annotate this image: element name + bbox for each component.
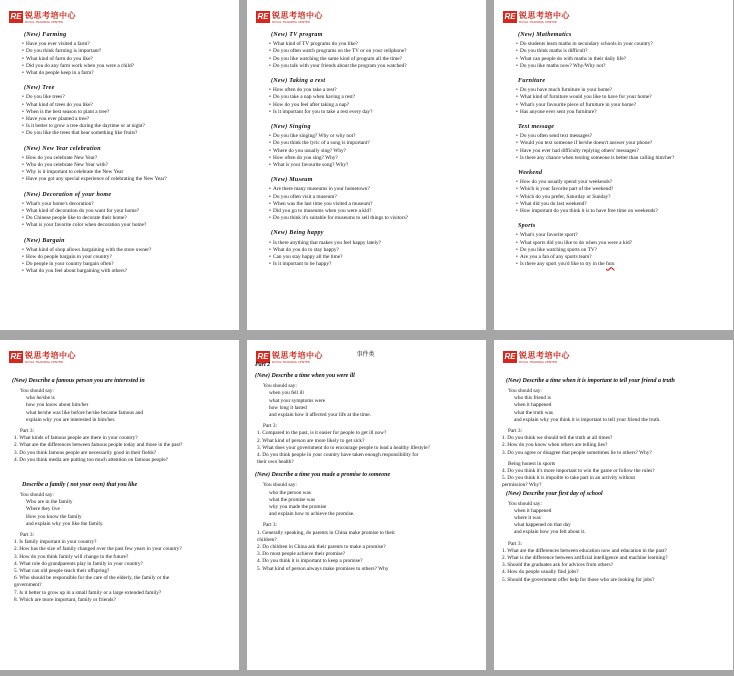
question-item: • Are there many museums in your hometown? <box>269 186 476 193</box>
part3-question: 2. What is the difference between artificial intelligence and machine learning? <box>502 555 668 562</box>
question-item: • Do you often watch programs on the TV or on your cellphone? <box>269 48 476 55</box>
logo-name-cn: 锐思考培中心 <box>519 351 570 360</box>
logo-name-en: ROYAL TRAINING CENTER <box>519 20 557 24</box>
question-item: • When was the last time you visited a museum? <box>269 201 476 208</box>
cue-point: what happened on that day <box>514 522 571 529</box>
question-item: • Where do you usually sing? Why? <box>269 148 476 155</box>
cue-point: How you know the family <box>26 513 82 520</box>
part3-question: 1. Do you think we should tell the truth at all times? <box>502 435 613 442</box>
cue-point: what he/she was like before he/she became famous and <box>26 409 144 416</box>
logo-name-cn: 锐思考培中心 <box>25 351 76 360</box>
part3-question: 2. Do children in China ask their parents to make a promise? <box>257 544 386 551</box>
topic-body <box>255 383 476 466</box>
topic-title: (New) Describe a time when you were ill <box>255 373 355 380</box>
question-item: • Do you like singing? Why or why not? <box>269 133 476 140</box>
question-item: • How often do you take a rest? <box>269 87 476 94</box>
cue-point: Who are in the family <box>26 499 73 506</box>
part3-question: 5. Should the government offer help for those who are looking for jobs? <box>502 576 655 583</box>
part3-question: 1. Compared to the past, is it easier for people to get ill now? <box>257 430 387 437</box>
document-page-6 <box>494 340 733 670</box>
document-page-4 <box>0 340 239 670</box>
question-item: • Which is your favorite part of the weekend? <box>516 186 723 193</box>
question-item: • What did you do last weekend? <box>516 201 723 208</box>
question-item: • Which do you prefer, Saturday or Sunday? <box>516 194 723 201</box>
document-page-3 <box>494 0 733 330</box>
section-title: Weekend <box>518 170 543 177</box>
question-item: • What do you do to stay happy? <box>269 247 476 254</box>
part3-questions <box>255 530 476 573</box>
page-2-content <box>269 32 476 268</box>
question-item: • What is your favourite song? Why? <box>269 162 476 169</box>
question-item: • How do you celebrate New Year? <box>22 155 229 162</box>
question-item: • Did you do any farm work when you were a child? <box>22 63 229 70</box>
page-6-content <box>500 374 723 584</box>
cue-point: and explain why you think it is important to tell your friend the truth. <box>514 416 661 423</box>
category-heading: 事件类 <box>356 352 375 358</box>
cue-point: where it was <box>514 515 541 522</box>
logo-mark: RE <box>504 352 516 361</box>
part3-question: 4. How do people usually find jobs? <box>502 569 579 576</box>
logo-name-en: ROYAL TRAINING CENTER <box>272 360 310 364</box>
cue-point: why you made the promise <box>269 504 327 511</box>
question-item: • Did you go to museums when you were a kid? <box>269 208 476 215</box>
section-title: (New) Farming <box>24 32 67 38</box>
question-item: • What do you feel about bargaining with others? <box>22 268 229 275</box>
question-item: • Do you often send text messages? <box>516 133 723 140</box>
section-title: (New) Mathematics <box>518 32 572 38</box>
question-list <box>22 41 229 77</box>
part3-question: 3. What does your government do to encourage people to lead a healthy lifestyle? <box>257 444 430 451</box>
question-item: • Do you talk with your friends about the program you watched? <box>269 63 476 70</box>
question-item: • What's your home's decoration? <box>22 201 229 208</box>
section-title: (New) Bargain <box>24 237 65 244</box>
question-item: • Do you think maths is difficult? <box>516 48 723 55</box>
part3-question: 5. Do you think it is impolite to take part in an activity without <box>502 475 635 482</box>
question-item: • How do you feel after taking a nap? <box>269 102 476 109</box>
part3-questions <box>500 548 723 584</box>
topic-title: (New) Describe your first day of school <box>506 490 603 497</box>
question-item: • Can you stay happy all the time? <box>269 254 476 261</box>
topic-title: (New) Describe a famous person you are interested in <box>12 378 145 384</box>
part3-question: 3. Do you think famous people are necessarily good in their fields? <box>14 449 157 456</box>
question-item: • What do people keep in a farm? <box>22 70 229 77</box>
part3-question: 3. Do most people achieve their promise? <box>257 551 346 558</box>
part3-questions <box>500 435 723 457</box>
question-item: • Do you have much furniture in your home? <box>516 87 723 94</box>
part-label: Part 2 <box>255 362 271 369</box>
question-item: • Is it important to be happy? <box>269 261 476 268</box>
cue-point: and explain how you felt about it. <box>514 529 586 536</box>
document-page-2 <box>247 0 486 330</box>
logo-name-en: ROYAL TRAINING CENTER <box>25 20 63 24</box>
question-text-tail: futu <box>605 261 615 268</box>
brand-logo <box>256 11 323 24</box>
question-item: • Do you think farming is important? <box>22 48 229 55</box>
question-item: • What is your favorite color when decoration your home? <box>22 222 229 229</box>
question-item: • Have you got any special experience of celebrating the New Year? <box>22 176 229 183</box>
section-title: (New) Museum <box>271 177 313 184</box>
brand-logo <box>503 351 570 364</box>
question-item: • Do you think the lyric of a song is important? <box>269 140 476 147</box>
question-item: • Do students learn maths in secondary schools in your country? <box>516 41 723 48</box>
part3-question: 3. Do you agree or disagree that people sometimes lie to others? Why? <box>502 449 652 456</box>
question-list <box>269 240 476 269</box>
question-item: • Do people in your country bargain often? <box>22 261 229 268</box>
part3-question: 4. Do you think media are putting too much attention on famous people? <box>14 456 169 463</box>
part3-question: 4. Do you think it's more important to win the game or follow the rules? <box>502 468 655 475</box>
brand-logo <box>9 351 76 364</box>
part3-question: 3. How do you think family will change in the future? <box>14 553 129 560</box>
section-title: (New) New Year celebration <box>24 145 101 152</box>
part3-questions <box>12 539 229 604</box>
section-title: (New) Decoration of your home <box>24 191 112 198</box>
question-item: • Do you like the trees that bear something like fruits? <box>22 130 229 137</box>
question-item: • Is it important for you to take a rest every day? <box>269 109 476 116</box>
cue-point: and explain why you like the family. <box>26 520 104 527</box>
question-item: • Have you ever planted a tree? <box>22 116 229 123</box>
brand-logo <box>9 11 76 24</box>
question-item: • What kind of farm do you like? <box>22 56 229 63</box>
cue-point: what your symptoms were <box>269 397 326 404</box>
part3-label: Part 3: <box>20 428 34 435</box>
logo-name-cn: 锐思考培中心 <box>25 11 76 20</box>
question-item: • Do you like trees? <box>22 94 229 101</box>
cue-point: and explain how to achieve the promise. <box>269 511 355 518</box>
question-item: • What kind of shop allows bargaining with the store owner? <box>22 247 229 254</box>
page-5-content <box>255 352 476 573</box>
part3-question: 1. What are the differences between education now and education in the past? <box>502 547 667 554</box>
question-list <box>22 155 229 184</box>
part3-questions <box>12 435 229 464</box>
part3-question: 1. Is family important in your country? <box>14 539 97 546</box>
section-title: (New) TV program <box>271 32 323 38</box>
should-say-label: You should say: <box>263 482 297 489</box>
logo-name-cn: 锐思考培中心 <box>272 11 323 20</box>
document-page-5 <box>247 340 486 670</box>
subheading: Being honest in sports <box>508 460 556 467</box>
question-item: • What kind of furniture would you like to have for your home? <box>516 94 723 101</box>
question-item: • Why is it important to celebrate the New Year <box>22 169 229 176</box>
page-3-content <box>516 32 723 268</box>
cue-point: explain why you are interested in him/her. <box>26 416 116 423</box>
page-1-content <box>22 32 229 276</box>
question-item: • Do Chinese people like to decorate their home? <box>22 215 229 222</box>
section-title: (New) Taking a rest <box>271 78 326 85</box>
cue-point: Where they live <box>26 506 60 513</box>
topic-body <box>500 501 723 584</box>
question-list <box>516 179 723 215</box>
cue-point: how long it lasted <box>269 404 307 411</box>
section-title: (New) Being happy <box>271 230 324 237</box>
question-item: • What's your favorite sport? <box>516 232 723 239</box>
should-say-label: You should say: <box>20 388 54 394</box>
part3-question: 4. Do you think it is important to keep a promise? <box>257 558 363 565</box>
part3-question: 2. How has the size of family changed over the past few years in your country? <box>14 546 182 553</box>
question-item: • Is it better to grow a tree during the daytime or at night? <box>22 123 229 130</box>
question-list <box>269 41 476 70</box>
should-say-label: You should say: <box>20 492 54 499</box>
question-item: • Do you think it's suitable for museums to sell things to visitors? <box>269 215 476 222</box>
part3-label: Part 3: <box>508 428 522 435</box>
part3-question: 2. How do you know when others are telling lies? <box>502 442 608 449</box>
topic-body <box>255 482 476 572</box>
question-item: • What kind of trees do you like? <box>22 102 229 109</box>
cue-point: and explain how it affected your life at the time. <box>269 412 371 419</box>
part3-question: 7. Is it better to grow up in a small family or a large extended family? <box>14 589 162 596</box>
logo-mark: RE <box>504 12 516 21</box>
part3-question: 8. Which are more important, family or friends? <box>14 596 116 603</box>
part3-question: 5. What can old people teach their offspring? <box>14 568 110 575</box>
question-item <box>516 261 723 268</box>
cue-point: when you fell ill <box>269 390 304 397</box>
part3-question: 4. Do you think people in your country have taken enough responsibility for <box>257 452 419 459</box>
should-say-label: You should say: <box>508 388 542 394</box>
question-list <box>269 133 476 169</box>
part3-label: Part 3: <box>263 423 277 430</box>
cue-point: what the promise was <box>269 496 316 503</box>
question-item: • How do you usually spend your weekends? <box>516 179 723 186</box>
question-item: • Has anyone ever sent you furniture? <box>516 109 723 116</box>
part3-question: government? <box>14 582 42 589</box>
part3-label: Part 3: <box>20 532 34 539</box>
part3-question: 1. What kinds of famous people are there in your country? <box>14 435 138 442</box>
cue-point: what the truth was <box>514 409 553 416</box>
topic-title: (New) Describe a time when it is important to tell your friend a truth <box>506 378 675 384</box>
brand-logo <box>503 11 570 24</box>
logo-name-en: ROYAL TRAINING CENTER <box>272 20 310 24</box>
question-item: • What kind of TV programs do you like? <box>269 41 476 48</box>
part3-question: their own health? <box>257 459 294 466</box>
part3-questions <box>255 430 476 466</box>
logo-mark: RE <box>257 12 269 21</box>
part3-question: 4. What role do grandparents play in family in your country? <box>14 560 143 567</box>
question-item: • How often do you sing? Why? <box>269 155 476 162</box>
cue-point: how you know about him/her <box>26 402 89 409</box>
question-list <box>22 247 229 276</box>
question-list <box>22 94 229 137</box>
topic-body <box>500 388 723 490</box>
should-say-label: You should say: <box>263 383 297 390</box>
part3-label: Part 3: <box>508 540 522 547</box>
section-title: Text message <box>518 124 555 131</box>
section-title: Furniture <box>518 78 546 85</box>
question-item: • How do people bargain in your country? <box>22 254 229 261</box>
question-item: • When is the best season to plant a tree? <box>22 109 229 116</box>
question-item: • Who do you celebrate New Year with? <box>22 162 229 169</box>
section-title: (New) Singing <box>271 124 311 131</box>
topic-title: Describe a family ( not your own) that you like <box>22 482 138 489</box>
logo-mark: RE <box>10 12 22 21</box>
question-item: • Do you like maths now? Why/Why not? <box>516 63 723 70</box>
part3-question: 5. What kind of person always make promises to others? Why <box>257 565 389 572</box>
part3-question: 2. What kind of person are more likely to get sick? <box>257 437 365 444</box>
cue-point: who the person was <box>269 489 311 496</box>
question-list <box>22 201 229 230</box>
cue-point: when it happened <box>514 507 552 514</box>
section-title: Sports <box>518 223 536 230</box>
topic-body <box>12 492 229 604</box>
part3-question: 1. Generally speaking, do parents in China make promise to their <box>257 529 395 536</box>
part3-question: children? <box>257 536 277 543</box>
part3-question: 6. Who should be responsible for the care of the elderly, the family or the <box>14 575 170 582</box>
question-item: • What sports did you like to do when you were a kid? <box>516 240 723 247</box>
question-list <box>269 186 476 222</box>
logo-name-en: ROYAL TRAINING CENTER <box>519 360 557 364</box>
topic-body <box>12 388 229 464</box>
question-item: • What can people do with maths in their daily life? <box>516 56 723 63</box>
cue-point: who he/she is <box>26 395 55 402</box>
question-item: • How important do you think it is to have free time on weekends? <box>516 208 723 215</box>
question-list <box>516 232 723 268</box>
question-text: Is there any sport you'd like to try in the <box>520 261 606 268</box>
question-list <box>516 133 723 162</box>
page-4-content <box>12 374 229 604</box>
part3-questions <box>500 468 723 490</box>
logo-name-en: ROYAL TRAINING CENTER <box>25 360 63 364</box>
question-item: • What's your favourite piece of furniture in your home? <box>516 102 723 109</box>
logo-name-cn: 锐思考培中心 <box>272 351 323 360</box>
part3-label: Part 3: <box>263 522 277 529</box>
topic-title: (New) Describe a time you made a promise to someone <box>255 472 391 479</box>
question-item: • Do you like watching sports on TV? <box>516 247 723 254</box>
question-list <box>516 41 723 70</box>
question-item: • What kind of decoration do you want for your home? <box>22 208 229 215</box>
cue-point: who this friend is <box>514 395 551 402</box>
part3-question: permission? Why? <box>502 482 542 489</box>
part3-question: 3. Should the graduates ask for advices from others? <box>502 562 614 569</box>
section-title: (New) Tree <box>24 85 55 92</box>
logo-mark: RE <box>257 352 269 361</box>
question-item: • Is there anything that makes you feel happy lately? <box>269 240 476 247</box>
should-say-label: You should say: <box>508 500 542 507</box>
logo-mark: RE <box>10 352 22 361</box>
question-item: • Would you text someone if he/she doesn't answer your phone? <box>516 140 723 147</box>
logo-name-cn: 锐思考培中心 <box>519 11 570 20</box>
question-item: • Have you ever visited a farm? <box>22 41 229 48</box>
cue-point: when it happened <box>514 402 552 409</box>
document-page-1 <box>0 0 239 330</box>
question-item: • Are you a fan of any sports team? <box>516 254 723 261</box>
question-item: • Do you like watching the same kind of program all the time? <box>269 56 476 63</box>
question-item: • Do you often visit a museum? <box>269 194 476 201</box>
question-item: • Is there any chance when texting someone is better than calling him/her? <box>516 155 723 162</box>
question-list <box>269 87 476 116</box>
question-item: • Have you ever had difficulty replying others' messages? <box>516 148 723 155</box>
part3-question: 2. What are the differences between famous people today and those in the past? <box>14 442 183 449</box>
question-item: • Do you take a nap when having a rest? <box>269 94 476 101</box>
question-list <box>516 87 723 116</box>
